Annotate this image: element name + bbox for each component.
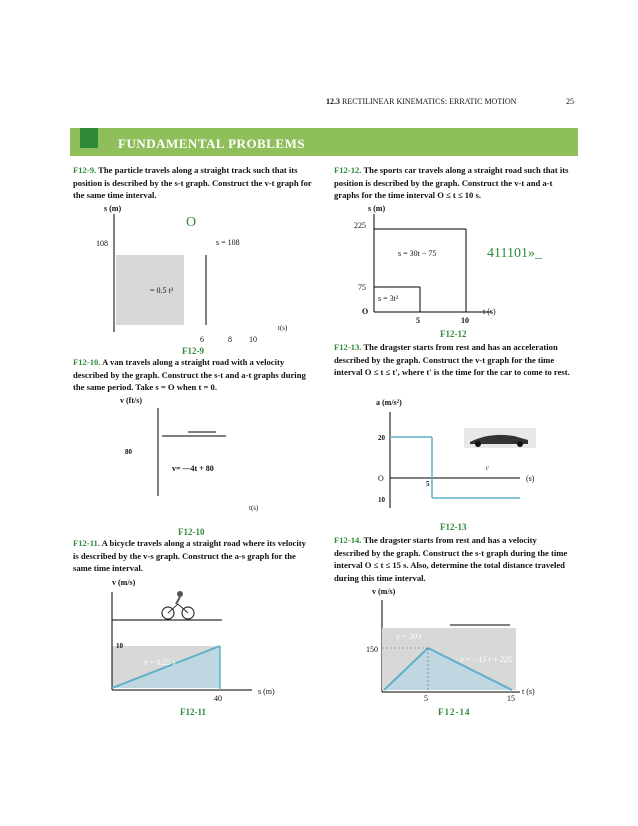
axis-label-s: s (m) bbox=[104, 204, 122, 213]
equation-v-rise: v = 30 t bbox=[396, 632, 422, 641]
axis-label-s: s (m) bbox=[258, 687, 275, 696]
y-tick-neg-10: 10 bbox=[378, 496, 385, 504]
axis-label-v: v (m/s) bbox=[112, 578, 136, 587]
t-prime-label: t' bbox=[486, 466, 489, 472]
problem-text: The dragster starts from rest and has a velocity described by the graph. Construct the s-t graph during the time interval O ≤ t ≤ 15 s. Also, determine the total distance traveled during this time interval. bbox=[334, 535, 568, 583]
x-tick-10: 10 bbox=[461, 316, 469, 325]
equation-s-quadratic: s = 3t² bbox=[378, 294, 399, 303]
banner-title: FUNDAMENTAL PROBLEMS bbox=[118, 136, 306, 151]
equation-v: v = 0.25 s bbox=[144, 658, 176, 667]
problem-text: A van travels along a straight road with a velocity described by the graph. Construct the s-t and a-t graphs during the same period. Take s = O when t = 0. bbox=[73, 357, 306, 392]
y-tick-75: 75 bbox=[358, 283, 366, 292]
axis-label-t: t(s) bbox=[278, 324, 288, 332]
figure-caption: F12-9 bbox=[182, 346, 204, 356]
axis-label-v: v (m/s) bbox=[372, 587, 396, 596]
problem-text: The particle travels along a straight track such that its position is described by the s-t graph. Construct the v-t graph for the same time interval. bbox=[73, 165, 312, 200]
x-tick-5: 5 bbox=[416, 316, 420, 325]
equation-s-cubic: = 0.5 t³ bbox=[150, 286, 174, 295]
problem-number: F12-12. bbox=[334, 165, 362, 175]
y-tick-80: 80 bbox=[125, 448, 132, 456]
y-tick-20: 20 bbox=[378, 434, 385, 442]
equation-s-108: s = 108 bbox=[216, 238, 240, 247]
y-tick-150: 150 bbox=[366, 645, 378, 654]
problem-number: F12-13. bbox=[334, 342, 362, 352]
y-tick-225: 225 bbox=[354, 221, 366, 230]
axis-label-a: a (m/s²) bbox=[376, 398, 402, 407]
x-tick-5: 5 bbox=[424, 694, 428, 703]
y-tick-108: 108 bbox=[96, 239, 108, 248]
figure-caption: F12-11 bbox=[180, 707, 206, 717]
y-tick-10: 10 bbox=[116, 642, 123, 650]
circle-marker: O bbox=[186, 215, 197, 230]
problem-text: A bicycle travels along a straight road where its velocity is described by the v-s graph. Construct the a-s graph for the same time interval. bbox=[73, 538, 306, 573]
x-tick-5: 5 bbox=[426, 480, 430, 488]
x-tick-40: 40 bbox=[214, 694, 222, 703]
section-title: RECTILINEAR KINEMATICS: ERRATIC MOTION bbox=[342, 97, 517, 106]
section-number: 12.3 bbox=[326, 97, 340, 106]
stamp-text: 411101»_ bbox=[487, 246, 542, 261]
figure-caption: F12-14 bbox=[438, 707, 471, 717]
figure-caption: F12-12 bbox=[440, 329, 467, 339]
x-tick-10: 10 bbox=[249, 335, 257, 344]
problem-number: F12-11. bbox=[73, 538, 100, 548]
axis-label-v: v (ft/s) bbox=[120, 396, 142, 405]
problem-number: F12-10. bbox=[73, 357, 101, 367]
axis-label-t: t (s) bbox=[522, 687, 535, 696]
x-tick-15: 15 bbox=[507, 694, 515, 703]
origin-label: O bbox=[362, 307, 369, 316]
figure-caption: F12-13 bbox=[440, 522, 467, 532]
equation-s-linear: s = 30t − 75 bbox=[398, 249, 437, 258]
equation-v-fall: v = −15 t + 225 bbox=[460, 655, 512, 664]
problem-number: F12-9. bbox=[73, 165, 97, 175]
page-number: 25 bbox=[566, 97, 574, 106]
figure-caption: F12-10 bbox=[178, 527, 205, 537]
x-tick-8: 8 bbox=[228, 335, 232, 344]
axis-label-t: t(s) bbox=[249, 504, 259, 512]
axis-label-t: (s) bbox=[526, 474, 535, 483]
x-tick-6: 6 bbox=[200, 335, 204, 344]
axis-label-s: s (m) bbox=[368, 204, 386, 213]
equation-v: v= —4t + 80 bbox=[172, 464, 214, 473]
origin-label: O bbox=[378, 474, 384, 483]
problem-text: The dragster starts from rest and has an acceleration described by the graph. Construct the v-t graph for the time interval O ≤ t ≤ t', where t' is the time for the car to come to rest. bbox=[334, 342, 570, 377]
problem-text: The sports car travels along a straight road such that its position is described by the graph. Construct the v-t and a-t graphs for the time interval O ≤ t ≤ 10 s. bbox=[334, 165, 569, 200]
axis-label-t: t (s) bbox=[483, 307, 496, 316]
problem-number: F12-14. bbox=[334, 535, 362, 545]
